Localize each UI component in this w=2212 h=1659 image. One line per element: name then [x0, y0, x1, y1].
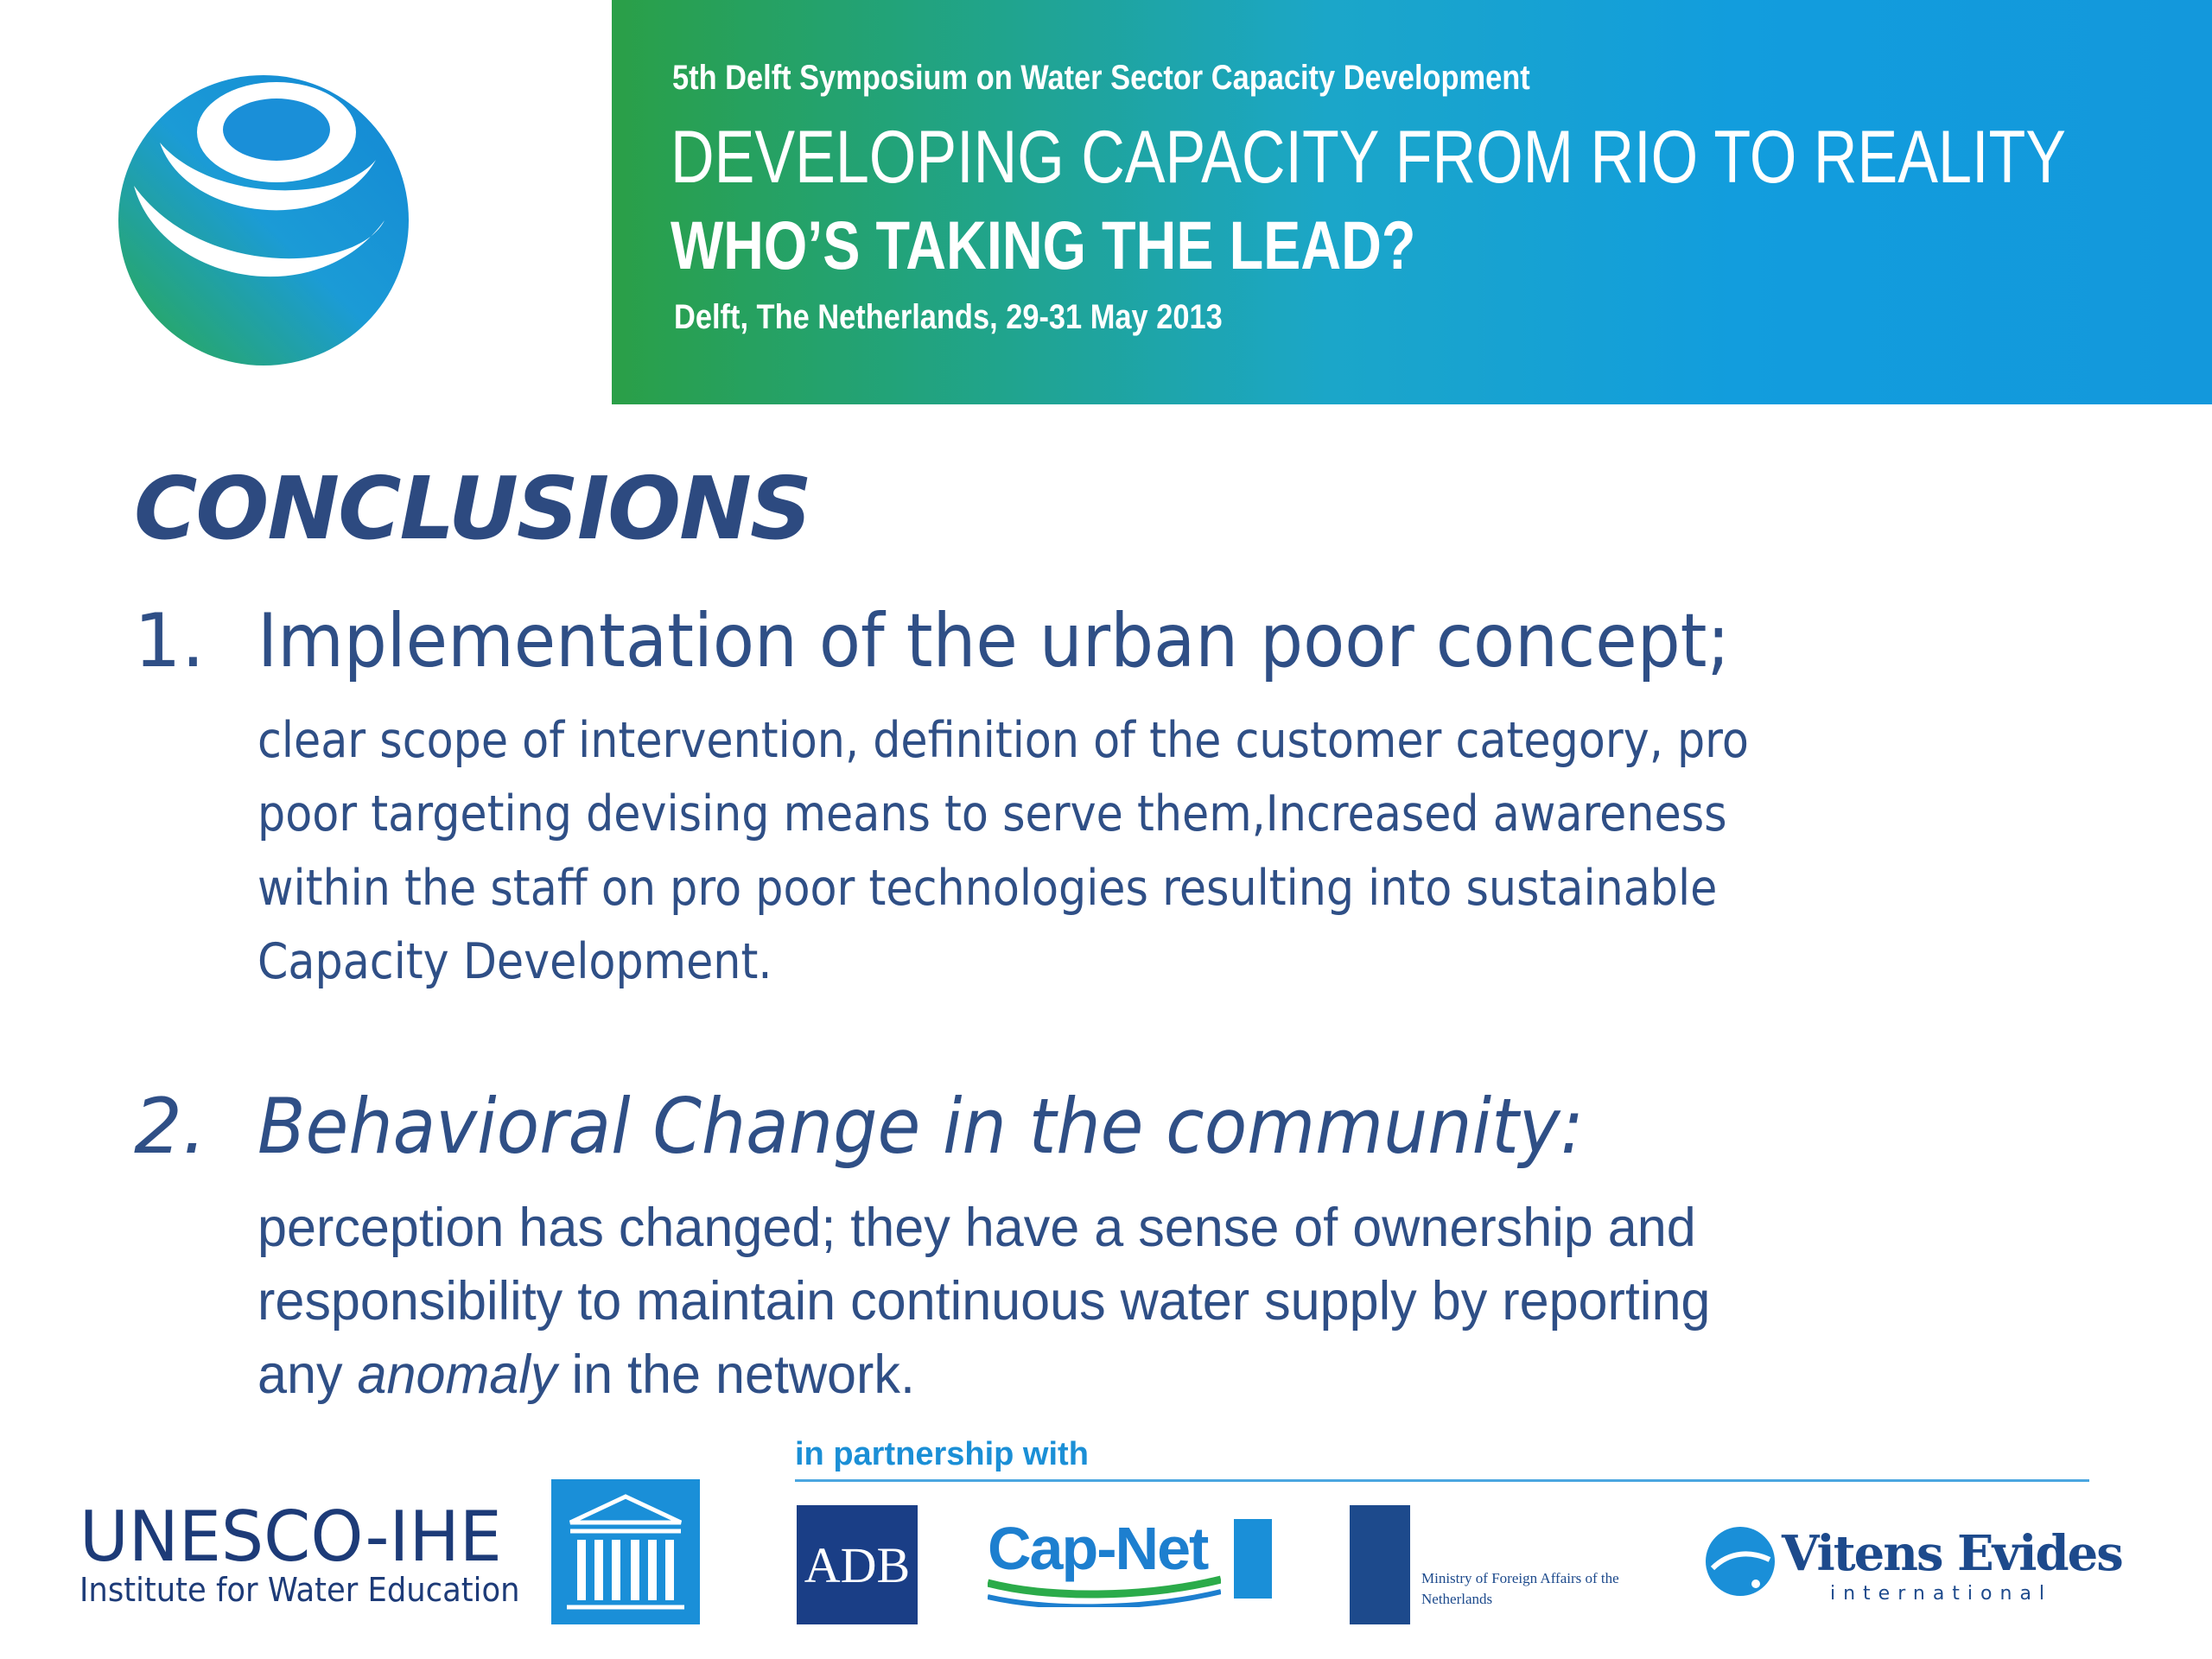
item-1-title: Implementation of the urban poor concept; — [257, 598, 1731, 684]
partnership-divider — [795, 1479, 2089, 1482]
banner-title-line1: DEVELOPING CAPACITY FROM RIO TO REALITY — [671, 116, 2067, 199]
banner-subtitle: 5th Delft Symposium on Water Sector Capacity Development — [672, 59, 1530, 97]
capnet-logo: Cap-Net — [988, 1515, 1208, 1582]
item-2-line-2: responsibility to maintain continuous water supply by reporting — [257, 1271, 1711, 1332]
item-1-line-1: clear scope of intervention, definition of the customer category, pro — [257, 712, 1749, 769]
vitens-globe-icon — [1704, 1525, 1777, 1598]
unesco-ihe-logo-subtitle: Institute for Water Education — [79, 1571, 520, 1609]
item-2-emphasis: anomaly — [357, 1344, 557, 1405]
item-1-line-2: poor targeting devising means to serve them,Increased awareness — [257, 785, 1727, 842]
unesco-temple-icon — [551, 1479, 700, 1624]
undp-logo-icon — [1234, 1519, 1272, 1599]
item-1-number: 1. — [134, 598, 206, 684]
item-2-line-1: perception has changed; they have a sense of ownership and — [257, 1198, 1696, 1258]
vitens-evides-logo-name: Vitens Evides — [1782, 1525, 2122, 1582]
item-1-line-4: Capacity Development. — [257, 933, 772, 990]
unesco-ihe-logo-name: UNESCO-IHE — [79, 1497, 502, 1577]
item-2-line-3 — [257, 1344, 915, 1406]
banner-title-line2: WHO’S TAKING THE LEAD? — [671, 207, 1416, 283]
item-2-title: Behavioral Change in the community: — [257, 1082, 1585, 1171]
symposium-logo-icon — [99, 56, 428, 367]
ministry-foreign-affairs-logo: Ministry of Foreign Affairs of the Netherlands — [1421, 1570, 1619, 1607]
item-2-number: 2. — [134, 1082, 207, 1171]
page-title: CONCLUSIONS — [134, 458, 810, 559]
symposium-banner — [612, 0, 2212, 404]
adb-logo: ADB — [797, 1505, 918, 1624]
vitens-evides-logo-subtitle: international — [1830, 1583, 2053, 1605]
netherlands-coat-of-arms-icon — [1350, 1505, 1410, 1624]
item-1-line-3: within the staff on pro poor technologies resulting into sustainable — [257, 860, 1718, 917]
partnership-label: in partnership with — [795, 1436, 1089, 1472]
banner-location-date: Delft, The Netherlands, 29-31 May 2013 — [674, 298, 1223, 336]
item-2-line-3-end: in the network. — [556, 1344, 915, 1405]
item-2-line-3-start: any — [257, 1344, 358, 1405]
capnet-wave-icon — [988, 1573, 1221, 1607]
